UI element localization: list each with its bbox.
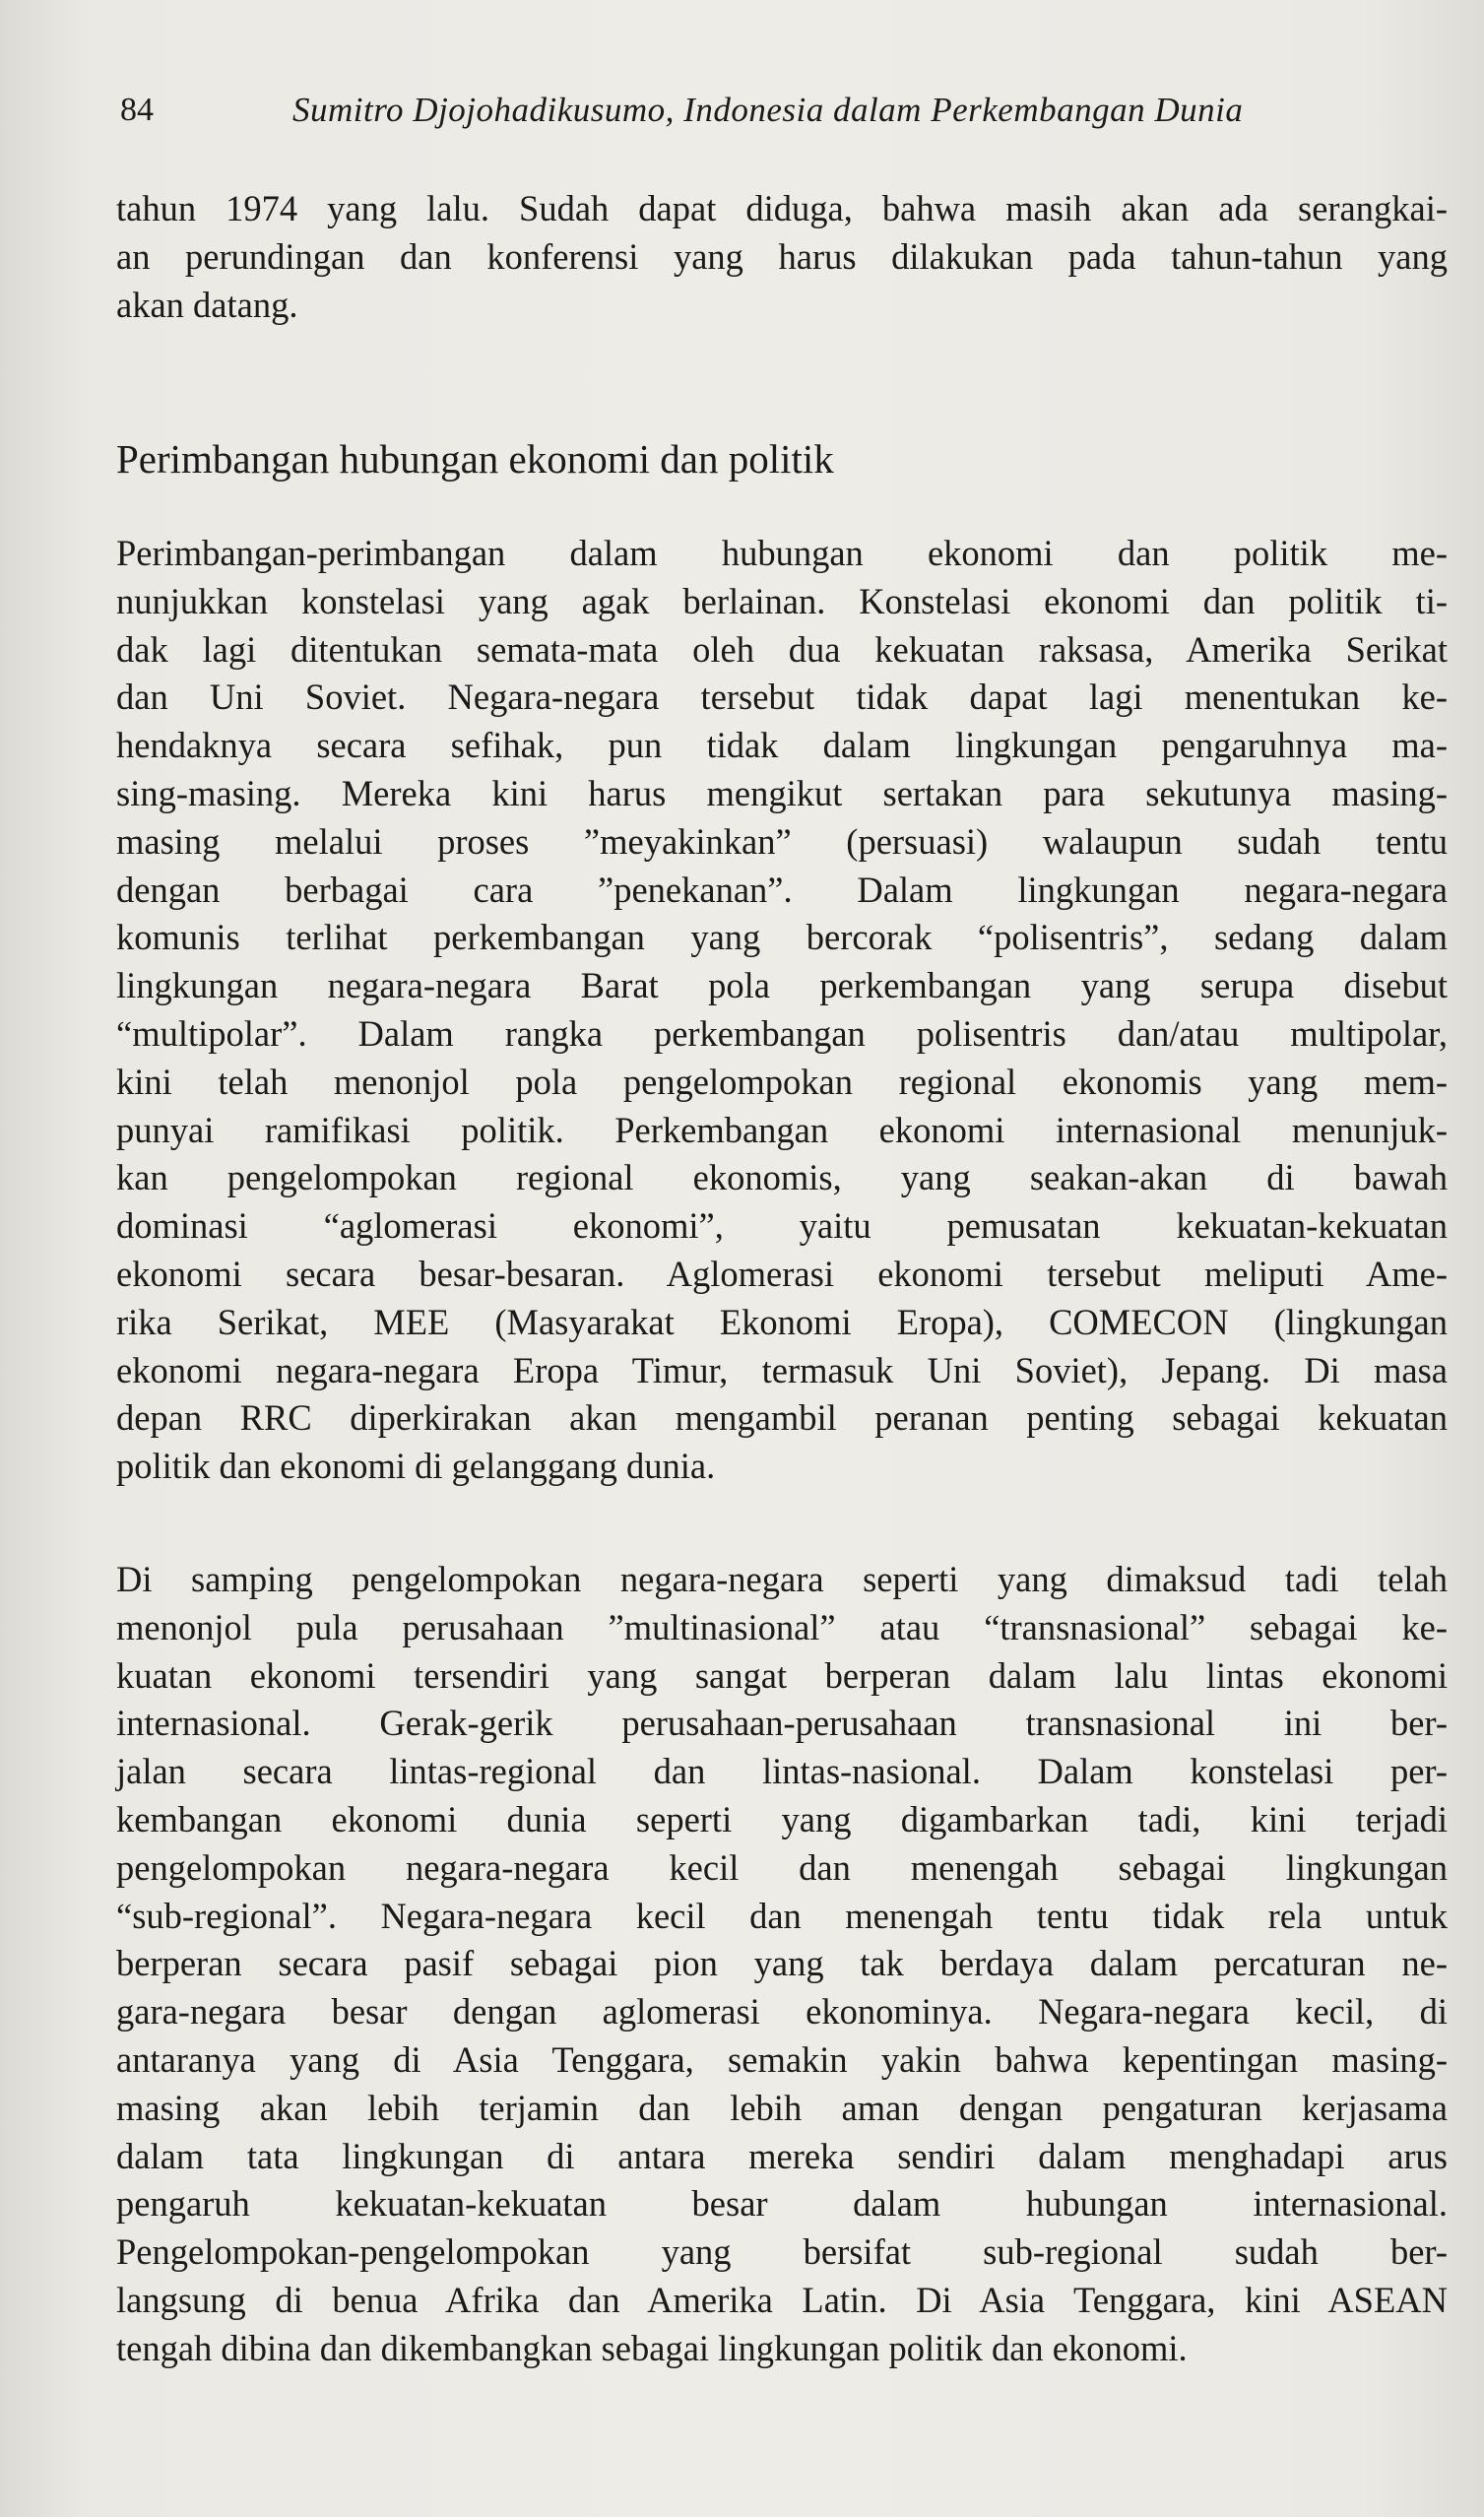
text-line: Perimbangan-perimbangan dalam hubungan ekonomi dan politik me- bbox=[116, 533, 1448, 573]
book-title: Sumitro Djojohadikusumo, Indonesia dalam Perkembangan Dunia bbox=[292, 91, 1244, 129]
text-line: lingkungan negara-negara Barat pola perkembangan yang serupa disebut bbox=[116, 965, 1448, 1006]
text-line: dan Uni Soviet. Negara-negara tersebut tidak dapat lagi menentukan ke- bbox=[116, 677, 1448, 718]
text-line: antaranya yang di Asia Tenggara, semakin yakin bahwa kepentingan masing- bbox=[116, 2038, 1448, 2080]
text-line: pengaruh kekuatan-kekuatan besar dalam hubungan internasional. bbox=[116, 2183, 1448, 2225]
text-line: kuatan ekonomi tersendiri yang sangat berperan dalam lalu lintas ekonomi bbox=[116, 1654, 1448, 1696]
text-line: menonjol pula perusahaan ”multinasional” atau “transnasional” sebagai ke- bbox=[116, 1606, 1448, 1647]
text-line: depan RRC diperkirakan akan mengambil peranan penting sebagai kekuatan bbox=[116, 1397, 1448, 1439]
text-line: an perundingan dan konferensi yang harus dilakukan pada tahun-tahun yang bbox=[116, 235, 1448, 277]
text-line: ekonomi negara-negara Eropa Timur, termasuk Uni Soviet), Jepang. Di masa bbox=[116, 1349, 1448, 1390]
text-line: masing melalui proses ”meyakinkan” (persuasi) walaupun sudah tentu bbox=[116, 820, 1448, 862]
text-line: nunjukkan konstelasi yang agak berlainan. Konstelasi ekonomi dan politik ti- bbox=[116, 580, 1448, 621]
text-line: komunis terlihat perkembangan yang bercorak “polisentris”, sedang dalam bbox=[116, 917, 1448, 958]
text-line: sing-masing. Mereka kini harus mengikut sertakan para sekutunya masing- bbox=[116, 772, 1448, 813]
text-line: masing akan lebih terjamin dan lebih aman dengan pengaturan kerjasama bbox=[116, 2087, 1448, 2128]
text-line: dominasi “aglomerasi ekonomi”, yaitu pemusatan kekuatan-kekuatan bbox=[116, 1205, 1448, 1247]
text-line: kini telah menonjol pola pengelompokan regional ekonomis yang mem- bbox=[116, 1061, 1448, 1102]
text-line: kembangan ekonomi dunia seperti yang digambarkan tadi, kini terjadi bbox=[116, 1798, 1448, 1839]
text-line: tahun 1974 yang lalu. Sudah dapat diduga, bahwa masih akan ada serangkai- bbox=[116, 188, 1448, 228]
text-line: “multipolar”. Dalam rangka perkembangan polisentris dan/atau multipolar, bbox=[116, 1012, 1448, 1054]
text-line: “sub-regional”. Negara-negara kecil dan menengah tentu tidak rela untuk bbox=[116, 1895, 1448, 1936]
text-line: Di samping pengelompokan negara-negara seperti yang dimaksud tadi telah bbox=[116, 1559, 1448, 1599]
text-line: politik dan ekonomi di gelanggang dunia. bbox=[116, 1446, 716, 1487]
text-line: punyai ramifikasi politik. Perkembangan ekonomi internasional menunjuk- bbox=[116, 1109, 1448, 1150]
paragraph-1 bbox=[116, 530, 1448, 1491]
running-head bbox=[120, 81, 1341, 140]
text-line: dalam tata lingkungan di antara mereka sendiri dalam menghadapi arus bbox=[116, 2135, 1448, 2176]
text-line: internasional. Gerak-gerik perusahaan-perusahaan transnasional ini ber- bbox=[116, 1703, 1448, 1744]
text-line: hendaknya secara sefihak, pun tidak dalam lingkungan pengaruhnya ma- bbox=[116, 725, 1448, 766]
section-heading: Perimbangan hubungan ekonomi dan politik bbox=[116, 436, 834, 482]
text-line: tengah dibina dan dikembangkan sebagai lingkungan politik dan ekonomi. bbox=[116, 2327, 1188, 2368]
text-line: pengelompokan negara-negara kecil dan menengah sebagai lingkungan bbox=[116, 1846, 1448, 1888]
text-line: dak lagi ditentukan semata-mata oleh dua kekuatan raksasa, Amerika Serikat bbox=[116, 628, 1448, 670]
paragraph-2 bbox=[116, 1556, 1448, 2373]
text-line: akan datang. bbox=[116, 284, 298, 325]
text-line: ekonomi secara besar-besaran. Aglomerasi ekonomi tersebut meliputi Ame- bbox=[116, 1253, 1448, 1294]
text-line: Pengelompokan-pengelompokan yang bersifat sub-regional sudah ber- bbox=[116, 2231, 1448, 2273]
text-line: langsung di benua Afrika dan Amerika Latin. Di Asia Tenggara, kini ASEAN bbox=[116, 2279, 1448, 2320]
text-line: jalan secara lintas-regional dan lintas-nasional. Dalam konstelasi per- bbox=[116, 1751, 1448, 1792]
text-line: berperan secara pasif sebagai pion yang tak berdaya dalam percaturan ne- bbox=[116, 1943, 1448, 1984]
intro-paragraph bbox=[116, 185, 1448, 329]
text-line: dengan berbagai cara ”penekanan”. Dalam lingkungan negara-negara bbox=[116, 869, 1448, 910]
page-number: 84 bbox=[120, 92, 154, 128]
text-line: rika Serikat, MEE (Masyarakat Ekonomi Eropa), COMECON (lingkungan bbox=[116, 1301, 1448, 1342]
text-line: gara-negara besar dengan aglomerasi ekonominya. Negara-negara kecil, di bbox=[116, 1991, 1448, 2033]
text-line: kan pengelompokan regional ekonomis, yang seakan-akan di bawah bbox=[116, 1157, 1448, 1198]
